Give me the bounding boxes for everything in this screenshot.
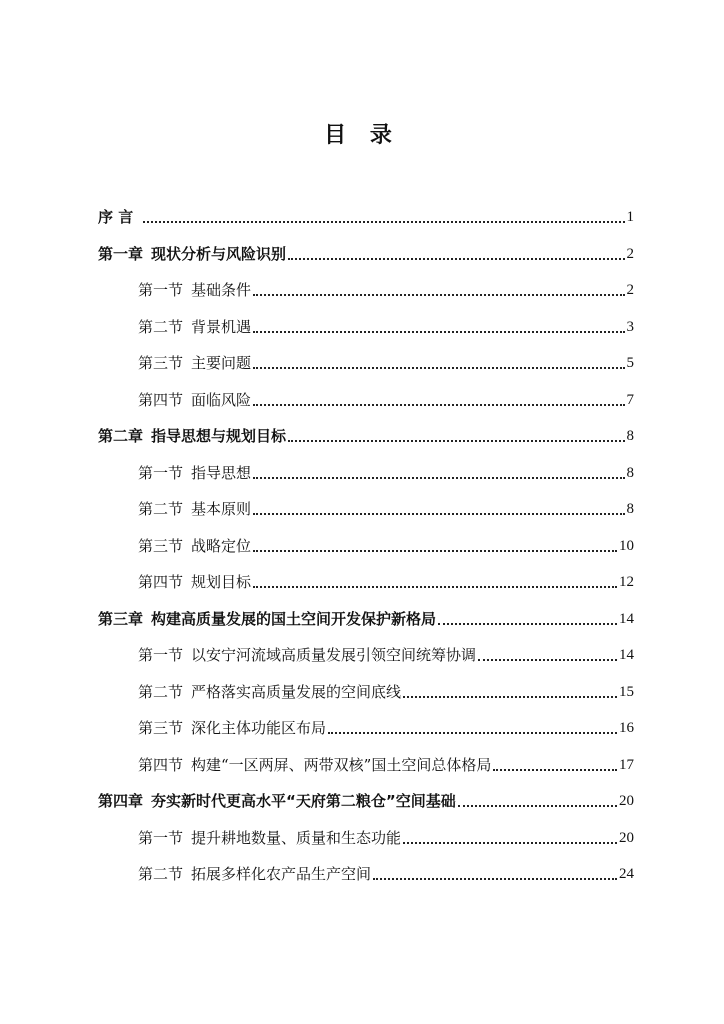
dot-leader	[253, 513, 624, 515]
toc-entry-title: 规划目标	[191, 573, 252, 591]
toc-entry-label	[138, 354, 251, 372]
toc-entry-title: 指导思想	[191, 463, 252, 482]
toc-chapter-entry[interactable]	[98, 233, 634, 263]
toc-entry-number: 第一节	[138, 828, 184, 847]
toc-entry-title: 严格落实高质量发展的空间底线	[191, 682, 402, 701]
toc-entry-label	[98, 792, 456, 810]
toc-entry-title: 指导思想与规划目标	[151, 427, 287, 445]
dot-leader	[253, 550, 617, 552]
toc-page-number: 14	[619, 647, 634, 663]
toc-entry-number: 第四节	[138, 755, 184, 774]
toc-section-entry[interactable]	[138, 671, 634, 701]
toc-entry-label	[138, 500, 251, 518]
toc-entry-number: 第一节	[138, 646, 184, 664]
toc-entry-label	[138, 391, 251, 409]
toc-page-number: 20	[619, 829, 634, 846]
toc-page-number: 14	[619, 610, 634, 627]
toc-page-number: 24	[619, 866, 634, 882]
dot-leader	[403, 842, 617, 844]
toc-section-entry[interactable]	[138, 853, 634, 883]
toc-entry-title: 基础条件	[191, 281, 252, 299]
dot-leader	[328, 732, 617, 734]
dot-leader	[438, 623, 617, 625]
toc-section-entry[interactable]	[138, 342, 634, 372]
dot-leader	[373, 878, 617, 880]
toc-page-number: 8	[626, 428, 634, 444]
toc-page-number: 15	[619, 683, 634, 700]
toc-page-number: 1	[626, 209, 634, 225]
toc-entry-title: 夯实新时代更高水平“天府第二粮仓”空间基础	[151, 792, 456, 810]
toc-entry-number: 第二节	[138, 682, 184, 701]
document-title: 目 录	[324, 123, 400, 148]
toc-entry-label	[138, 683, 401, 701]
toc-entry-title: 面临风险	[191, 390, 252, 409]
toc-entry-title: 战略定位	[191, 536, 252, 555]
toc-section-entry[interactable]	[138, 488, 634, 518]
toc-entry-label	[98, 427, 286, 445]
toc-page-number: 3	[626, 318, 634, 335]
toc-page-number: 12	[619, 574, 634, 590]
toc-entry-label	[138, 573, 251, 591]
dot-leader	[253, 586, 617, 588]
toc-entry-number: 第一节	[138, 281, 184, 299]
toc-entry-label	[98, 208, 141, 226]
toc-page-number: 8	[626, 501, 634, 517]
toc-entry-number: 第四节	[138, 573, 184, 591]
toc-entry-number: 第二节	[138, 317, 184, 336]
toc-entry-label	[138, 829, 401, 847]
toc-entry-title: 基本原则	[191, 500, 252, 518]
dot-leader	[143, 221, 624, 223]
toc-chapter-entry[interactable]	[98, 780, 634, 810]
toc-entry-number: 第三章	[98, 609, 144, 628]
toc-page-number: 8	[626, 464, 634, 481]
toc-entry-title: 拓展多样化农产品生产空间	[191, 865, 372, 883]
toc-entry-title: 深化主体功能区布局	[191, 719, 327, 737]
toc-section-entry[interactable]	[138, 634, 634, 664]
toc-entry-number: 第一章	[98, 244, 144, 263]
toc-entry-number: 第三节	[138, 354, 184, 372]
toc-entry-label	[138, 865, 371, 883]
toc-entry-number: 第四章	[98, 792, 144, 810]
toc-entry-number: 第二节	[138, 500, 184, 518]
toc-section-entry[interactable]	[138, 306, 634, 336]
toc-page-number: 16	[619, 720, 634, 736]
toc-entry-title: 构建“一区两屏、两带双核”国土空间总体格局	[191, 755, 492, 774]
dot-leader	[253, 477, 624, 479]
toc-entry-label	[138, 281, 251, 299]
toc-entry-number: 第四节	[138, 390, 184, 409]
toc-section-entry[interactable]	[138, 707, 634, 737]
dot-leader	[493, 769, 617, 771]
toc-entry-label	[98, 245, 286, 263]
toc-section-entry[interactable]	[138, 452, 634, 482]
toc-chapter-entry[interactable]	[98, 415, 634, 445]
toc-entry-label	[138, 537, 251, 555]
toc-entry-label	[138, 464, 251, 482]
toc-entry-title: 背景机遇	[191, 317, 252, 336]
dot-leader	[288, 258, 624, 260]
toc-entry-number: 第二节	[138, 865, 184, 883]
toc-section-entry[interactable]	[138, 744, 634, 774]
dot-leader	[253, 404, 624, 406]
toc-page-number: 2	[626, 282, 634, 298]
toc-entry-label	[98, 610, 436, 628]
toc-entry-number: 序 言	[98, 208, 134, 226]
toc-section-entry[interactable]	[138, 561, 634, 591]
toc-entry-label	[138, 756, 491, 774]
toc-entry-label	[138, 318, 251, 336]
toc-entry-title: 以安宁河流域高质量发展引领空间统筹协调	[191, 646, 477, 664]
toc-entry-number: 第三节	[138, 536, 184, 555]
toc-entry-title: 主要问题	[191, 354, 252, 372]
toc-section-entry[interactable]	[138, 379, 634, 409]
toc-entry-number: 第三节	[138, 719, 184, 737]
toc-chapter-entry[interactable]	[98, 598, 634, 628]
toc-page-number: 5	[626, 355, 634, 371]
toc-page-number: 2	[626, 245, 634, 262]
dot-leader	[253, 367, 624, 369]
dot-leader	[288, 440, 624, 442]
toc-page-number: 7	[626, 391, 634, 408]
toc-entry-number: 第二章	[98, 427, 144, 445]
dot-leader	[253, 294, 624, 296]
toc-section-entry[interactable]	[138, 817, 634, 847]
toc-entry-number: 第一节	[138, 463, 184, 482]
dot-leader	[403, 696, 617, 698]
dot-leader	[253, 331, 624, 333]
toc-page-number: 20	[619, 793, 634, 809]
toc-entry-title: 构建高质量发展的国土空间开发保护新格局	[151, 609, 437, 628]
toc-entry-title: 现状分析与风险识别	[151, 244, 287, 263]
toc-page-number: 10	[619, 537, 634, 554]
toc-entry-label	[138, 719, 326, 737]
toc-section-entry[interactable]	[138, 269, 634, 299]
toc-section-entry[interactable]	[138, 525, 634, 555]
dot-leader	[458, 805, 617, 807]
toc-entry-title: 提升耕地数量、质量和生态功能	[191, 828, 402, 847]
toc-chapter-entry[interactable]	[98, 196, 634, 226]
dot-leader	[478, 659, 617, 661]
toc-page-number: 17	[619, 756, 634, 773]
toc-entry-label	[138, 646, 476, 664]
